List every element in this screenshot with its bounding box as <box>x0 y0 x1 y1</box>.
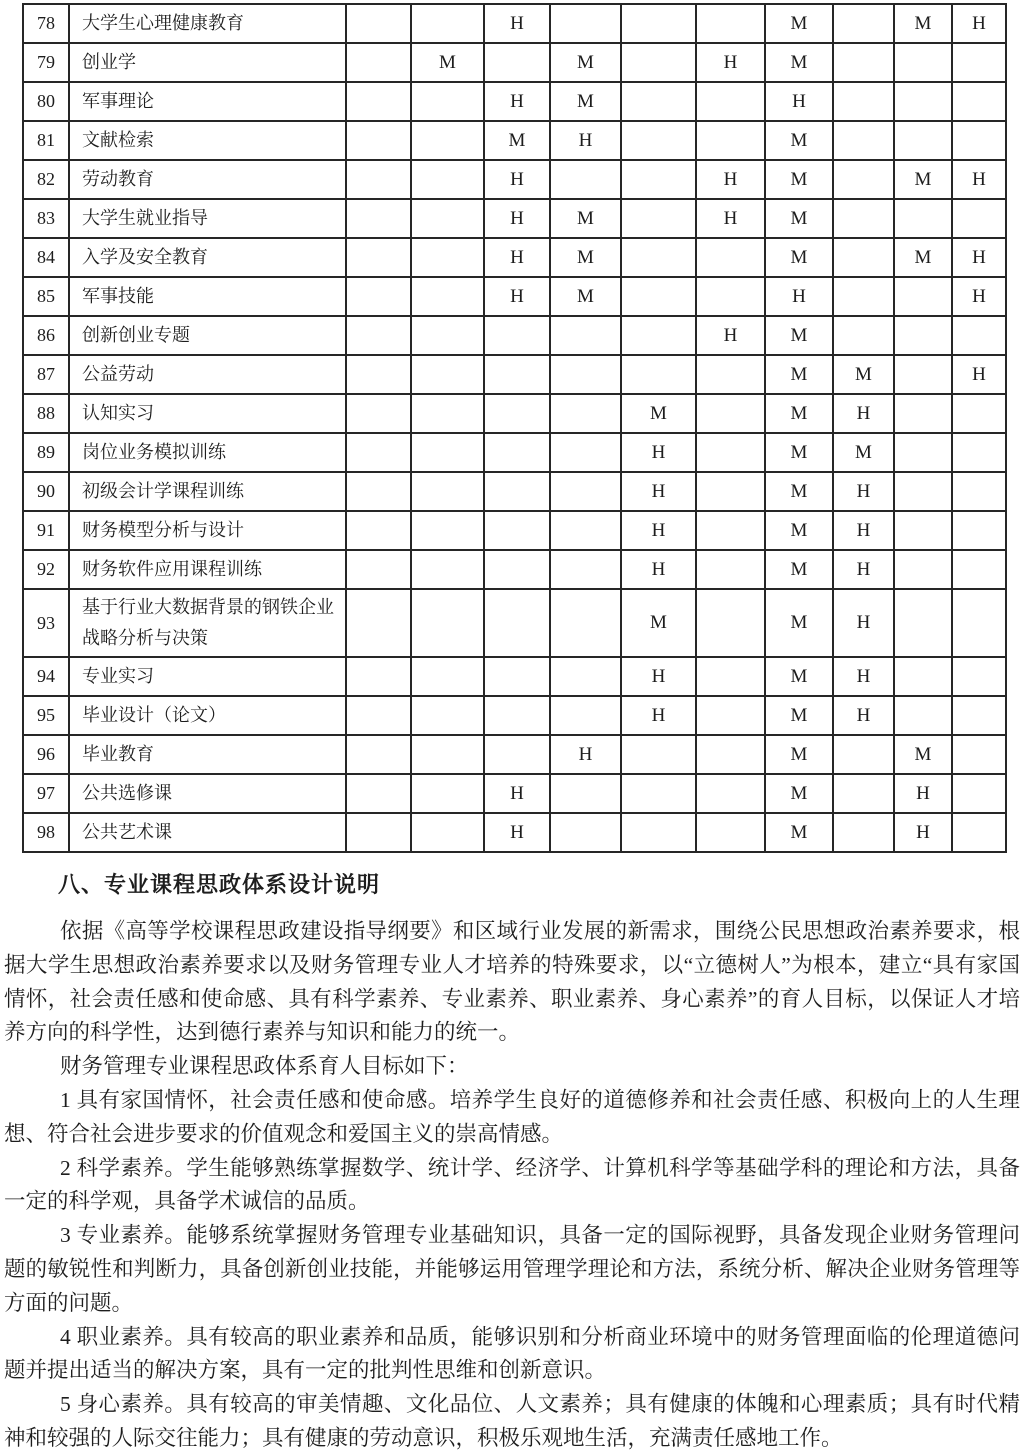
mark-cell <box>550 472 621 511</box>
mark-cell: M <box>765 160 833 199</box>
mark-cell <box>411 472 484 511</box>
paragraph: 依据《高等学校课程思政建设指导纲要》和区域行业发展的新需求，围绕公民思想政治素养要求，根据大学生思想政治素养要求以及财务管理专业人才培养的特殊要求，以“立德树人”为根本，建立“具有家国情怀，社会责任感和使命感、具有科学素养、专业素养、职业素养、身心素养”的育人目标，以保证人才培养方向的科学性，达到德行素养与知识和能力的统一。 <box>4 919 1020 1045</box>
mark-cell: H <box>833 696 894 735</box>
mark-cell <box>346 82 411 121</box>
mark-cell: M <box>765 316 833 355</box>
mark-cell: M <box>765 199 833 238</box>
mark-cell: M <box>765 696 833 735</box>
mark-cell <box>952 774 1006 813</box>
table-row <box>23 277 1006 316</box>
mark-cell: M <box>765 472 833 511</box>
course-name-cell: 毕业设计（论文） <box>69 696 346 735</box>
mark-cell <box>621 355 696 394</box>
course-number-cell: 85 <box>23 277 69 316</box>
course-number-cell: 81 <box>23 121 69 160</box>
mark-cell <box>833 735 894 774</box>
mark-cell <box>696 355 765 394</box>
mark-cell <box>550 4 621 43</box>
mark-cell <box>621 735 696 774</box>
mark-cell <box>411 355 484 394</box>
mark-cell <box>411 277 484 316</box>
mark-cell <box>833 160 894 199</box>
mark-cell <box>621 43 696 82</box>
mark-cell <box>346 121 411 160</box>
mark-cell: H <box>550 121 621 160</box>
mark-cell <box>894 589 952 657</box>
course-number-cell: 78 <box>23 4 69 43</box>
mark-cell <box>550 316 621 355</box>
paragraph: 1 具有家国情怀，社会责任感和使命感。培养学生良好的道德修养和社会责任感、积极向上的人生理想、符合社会进步要求的价值观念和爱国主义的崇高情感。 <box>4 1087 1020 1146</box>
course-table-body <box>23 4 1006 852</box>
mark-cell <box>894 433 952 472</box>
mark-cell: H <box>833 657 894 696</box>
mark-cell: H <box>833 589 894 657</box>
section-heading: 八、专业课程思政体系设计说明 <box>58 872 381 897</box>
course-name-cell: 公共艺术课 <box>69 813 346 852</box>
mark-cell <box>550 657 621 696</box>
mark-cell <box>833 4 894 43</box>
mark-cell <box>621 121 696 160</box>
mark-cell <box>621 199 696 238</box>
mark-cell <box>411 238 484 277</box>
mark-cell <box>696 589 765 657</box>
mark-cell <box>346 355 411 394</box>
mark-cell <box>550 589 621 657</box>
course-name-cell: 公益劳动 <box>69 355 346 394</box>
mark-cell <box>411 160 484 199</box>
mark-cell <box>952 472 1006 511</box>
mark-cell <box>952 43 1006 82</box>
mark-cell <box>346 774 411 813</box>
mark-cell <box>411 511 484 550</box>
mark-cell <box>952 433 1006 472</box>
mark-cell: M <box>894 4 952 43</box>
mark-cell <box>550 160 621 199</box>
mark-cell <box>894 511 952 550</box>
mark-cell <box>696 433 765 472</box>
mark-cell <box>621 813 696 852</box>
mark-cell: H <box>833 472 894 511</box>
mark-cell <box>484 433 550 472</box>
course-number-cell: 95 <box>23 696 69 735</box>
course-ideology-matrix-table <box>22 3 1007 853</box>
mark-cell <box>894 316 952 355</box>
mark-cell: M <box>621 394 696 433</box>
mark-cell <box>621 774 696 813</box>
table-row <box>23 511 1006 550</box>
mark-cell <box>550 813 621 852</box>
mark-cell <box>696 774 765 813</box>
mark-cell: H <box>621 696 696 735</box>
mark-cell <box>346 238 411 277</box>
mark-cell <box>550 774 621 813</box>
paragraph: 3 专业素养。能够系统掌握财务管理专业基础知识，具备一定的国际视野，具备发现企业财务管理问题的敏锐性和判断力，具备创新创业技能，并能够运用管理学理论和方法，系统分析、解决企业财务管理等方面的问题。 <box>4 1223 1020 1315</box>
mark-cell <box>894 657 952 696</box>
mark-cell: M <box>765 43 833 82</box>
document-page <box>0 3 1024 1456</box>
table-row <box>23 394 1006 433</box>
mark-cell <box>484 735 550 774</box>
mark-cell <box>621 316 696 355</box>
mark-cell <box>833 121 894 160</box>
mark-cell: M <box>550 199 621 238</box>
mark-cell <box>833 774 894 813</box>
table-row <box>23 355 1006 394</box>
course-name-cell: 专业实习 <box>69 657 346 696</box>
mark-cell <box>696 550 765 589</box>
mark-cell: H <box>894 813 952 852</box>
mark-cell <box>952 316 1006 355</box>
course-number-cell: 83 <box>23 199 69 238</box>
mark-cell <box>696 121 765 160</box>
mark-cell <box>550 696 621 735</box>
mark-cell: M <box>765 550 833 589</box>
mark-cell <box>346 43 411 82</box>
course-name-cell: 入学及安全教育 <box>69 238 346 277</box>
table-row <box>23 735 1006 774</box>
course-number-cell: 86 <box>23 316 69 355</box>
mark-cell <box>952 696 1006 735</box>
mark-cell <box>346 199 411 238</box>
mark-cell <box>833 813 894 852</box>
mark-cell: M <box>765 774 833 813</box>
course-name-cell: 基于行业大数据背景的钢铁企业战略分析与决策 <box>69 589 346 657</box>
mark-cell: M <box>484 121 550 160</box>
mark-cell <box>696 657 765 696</box>
mark-cell <box>484 472 550 511</box>
mark-cell <box>550 394 621 433</box>
mark-cell: H <box>484 774 550 813</box>
mark-cell: M <box>765 813 833 852</box>
course-name-cell: 毕业教育 <box>69 735 346 774</box>
mark-cell: H <box>765 82 833 121</box>
mark-cell: M <box>765 511 833 550</box>
mark-cell <box>346 550 411 589</box>
course-number-cell: 91 <box>23 511 69 550</box>
mark-cell <box>346 160 411 199</box>
mark-cell <box>696 813 765 852</box>
course-number-cell: 94 <box>23 657 69 696</box>
mark-cell <box>894 472 952 511</box>
mark-cell <box>952 589 1006 657</box>
course-number-cell: 87 <box>23 355 69 394</box>
mark-cell <box>484 589 550 657</box>
section-body <box>4 915 1020 1456</box>
mark-cell: H <box>833 511 894 550</box>
mark-cell: H <box>696 160 765 199</box>
course-name-cell: 大学生心理健康教育 <box>69 4 346 43</box>
mark-cell: M <box>765 433 833 472</box>
mark-cell <box>411 774 484 813</box>
mark-cell <box>411 4 484 43</box>
mark-cell: H <box>484 199 550 238</box>
mark-cell: H <box>696 199 765 238</box>
mark-cell <box>621 160 696 199</box>
mark-cell <box>411 121 484 160</box>
mark-cell: H <box>894 774 952 813</box>
mark-cell <box>952 813 1006 852</box>
table-row <box>23 696 1006 735</box>
mark-cell: H <box>833 550 894 589</box>
course-name-cell: 认知实习 <box>69 394 346 433</box>
mark-cell <box>833 82 894 121</box>
mark-cell <box>952 121 1006 160</box>
mark-cell: H <box>484 238 550 277</box>
course-name-cell: 公共选修课 <box>69 774 346 813</box>
table-row <box>23 199 1006 238</box>
table-row <box>23 589 1006 657</box>
mark-cell <box>346 813 411 852</box>
mark-cell: H <box>952 355 1006 394</box>
mark-cell <box>346 696 411 735</box>
mark-cell: M <box>765 657 833 696</box>
mark-cell: H <box>952 238 1006 277</box>
mark-cell: H <box>621 472 696 511</box>
mark-cell <box>550 433 621 472</box>
mark-cell <box>346 511 411 550</box>
mark-cell <box>484 657 550 696</box>
mark-cell <box>833 238 894 277</box>
mark-cell <box>411 394 484 433</box>
mark-cell <box>696 82 765 121</box>
mark-cell: M <box>550 277 621 316</box>
course-number-cell: 84 <box>23 238 69 277</box>
mark-cell <box>346 4 411 43</box>
mark-cell: M <box>833 355 894 394</box>
mark-cell <box>894 121 952 160</box>
course-name-cell: 创业学 <box>69 43 346 82</box>
mark-cell <box>621 238 696 277</box>
course-name-cell: 创新创业专题 <box>69 316 346 355</box>
mark-cell <box>411 657 484 696</box>
course-number-cell: 89 <box>23 433 69 472</box>
mark-cell: M <box>894 160 952 199</box>
mark-cell: H <box>952 277 1006 316</box>
mark-cell: M <box>550 82 621 121</box>
mark-cell <box>894 550 952 589</box>
course-name-cell: 财务软件应用课程训练 <box>69 550 346 589</box>
mark-cell <box>484 511 550 550</box>
mark-cell: H <box>484 277 550 316</box>
mark-cell <box>952 735 1006 774</box>
mark-cell <box>484 43 550 82</box>
mark-cell <box>696 4 765 43</box>
mark-cell <box>894 199 952 238</box>
table-row <box>23 433 1006 472</box>
mark-cell <box>894 82 952 121</box>
mark-cell <box>696 511 765 550</box>
table-row <box>23 160 1006 199</box>
mark-cell: H <box>696 43 765 82</box>
mark-cell <box>346 277 411 316</box>
mark-cell <box>894 43 952 82</box>
course-name-cell: 军事理论 <box>69 82 346 121</box>
mark-cell <box>346 433 411 472</box>
mark-cell: H <box>833 394 894 433</box>
mark-cell <box>484 355 550 394</box>
mark-cell <box>894 696 952 735</box>
mark-cell: M <box>765 238 833 277</box>
mark-cell <box>411 316 484 355</box>
course-number-cell: 93 <box>23 589 69 657</box>
mark-cell: H <box>484 4 550 43</box>
course-number-cell: 79 <box>23 43 69 82</box>
mark-cell <box>484 316 550 355</box>
mark-cell <box>346 316 411 355</box>
mark-cell <box>346 657 411 696</box>
mark-cell <box>696 472 765 511</box>
table-row <box>23 774 1006 813</box>
table-row <box>23 121 1006 160</box>
course-number-cell: 82 <box>23 160 69 199</box>
table-row <box>23 657 1006 696</box>
mark-cell <box>411 589 484 657</box>
mark-cell: H <box>696 316 765 355</box>
mark-cell: H <box>621 433 696 472</box>
paragraph: 2 科学素养。学生能够熟练掌握数学、统计学、经济学、计算机科学等基础学科的理论和方法，具备一定的科学观，具备学术诚信的品质。 <box>4 1155 1020 1214</box>
mark-cell: M <box>621 589 696 657</box>
table-row <box>23 238 1006 277</box>
mark-cell <box>550 355 621 394</box>
paragraph: 5 身心素养。具有较高的审美情趣、文化品位、人文素养；具有健康的体魄和心理素质；具有时代精神和较强的人际交往能力；具有健康的劳动意识，积极乐观地生活，充满责任感地工作。 <box>4 1392 1020 1450</box>
mark-cell <box>696 735 765 774</box>
mark-cell <box>411 813 484 852</box>
mark-cell <box>952 199 1006 238</box>
mark-cell: H <box>484 160 550 199</box>
mark-cell <box>484 696 550 735</box>
mark-cell <box>621 4 696 43</box>
table-row <box>23 550 1006 589</box>
course-name-cell: 岗位业务模拟训练 <box>69 433 346 472</box>
mark-cell: H <box>484 813 550 852</box>
table-row <box>23 316 1006 355</box>
mark-cell <box>346 394 411 433</box>
course-name-cell: 军事技能 <box>69 277 346 316</box>
mark-cell <box>411 550 484 589</box>
mark-cell: M <box>550 238 621 277</box>
table-row <box>23 813 1006 852</box>
mark-cell: M <box>894 238 952 277</box>
course-number-cell: 90 <box>23 472 69 511</box>
mark-cell: M <box>765 735 833 774</box>
mark-cell <box>894 394 952 433</box>
mark-cell <box>346 735 411 774</box>
mark-cell: M <box>765 394 833 433</box>
mark-cell <box>952 657 1006 696</box>
course-name-cell: 初级会计学课程训练 <box>69 472 346 511</box>
mark-cell: H <box>550 735 621 774</box>
mark-cell: M <box>765 121 833 160</box>
mark-cell <box>696 238 765 277</box>
mark-cell <box>696 696 765 735</box>
course-name-cell: 财务模型分析与设计 <box>69 511 346 550</box>
mark-cell <box>550 511 621 550</box>
mark-cell: H <box>484 82 550 121</box>
mark-cell: M <box>894 735 952 774</box>
course-number-cell: 98 <box>23 813 69 852</box>
course-name-cell: 大学生就业指导 <box>69 199 346 238</box>
mark-cell: M <box>550 43 621 82</box>
course-number-cell: 97 <box>23 774 69 813</box>
mark-cell <box>411 82 484 121</box>
paragraph: 财务管理专业课程思政体系育人目标如下： <box>60 1054 469 1079</box>
course-name-cell: 文献检索 <box>69 121 346 160</box>
table-row <box>23 82 1006 121</box>
mark-cell <box>411 433 484 472</box>
mark-cell: M <box>411 43 484 82</box>
mark-cell <box>346 472 411 511</box>
mark-cell <box>833 43 894 82</box>
mark-cell <box>621 277 696 316</box>
course-number-cell: 80 <box>23 82 69 121</box>
mark-cell <box>411 696 484 735</box>
table-row <box>23 43 1006 82</box>
mark-cell <box>696 394 765 433</box>
mark-cell: H <box>765 277 833 316</box>
mark-cell <box>833 199 894 238</box>
mark-cell <box>484 550 550 589</box>
mark-cell: H <box>621 511 696 550</box>
mark-cell: H <box>621 657 696 696</box>
mark-cell <box>346 589 411 657</box>
mark-cell <box>833 277 894 316</box>
mark-cell: M <box>765 355 833 394</box>
mark-cell <box>696 277 765 316</box>
mark-cell: M <box>833 433 894 472</box>
mark-cell <box>833 316 894 355</box>
mark-cell <box>411 735 484 774</box>
mark-cell <box>894 277 952 316</box>
mark-cell: H <box>952 4 1006 43</box>
course-number-cell: 88 <box>23 394 69 433</box>
mark-cell <box>411 199 484 238</box>
mark-cell: H <box>621 550 696 589</box>
mark-cell <box>484 394 550 433</box>
mark-cell <box>550 550 621 589</box>
mark-cell <box>894 355 952 394</box>
mark-cell <box>952 550 1006 589</box>
mark-cell <box>952 511 1006 550</box>
mark-cell <box>621 82 696 121</box>
mark-cell: M <box>765 4 833 43</box>
paragraph: 4 职业素养。具有较高的职业素养和品质，能够识别和分析商业环境中的财务管理面临的伦理道德问题并提出适当的解决方案，具有一定的批判性思维和创新意识。 <box>4 1324 1020 1383</box>
mark-cell: M <box>765 589 833 657</box>
mark-cell <box>952 394 1006 433</box>
mark-cell <box>952 82 1006 121</box>
mark-cell: H <box>952 160 1006 199</box>
course-number-cell: 96 <box>23 735 69 774</box>
course-number-cell: 92 <box>23 550 69 589</box>
table-row <box>23 472 1006 511</box>
table-row <box>23 4 1006 43</box>
course-name-cell: 劳动教育 <box>69 160 346 199</box>
